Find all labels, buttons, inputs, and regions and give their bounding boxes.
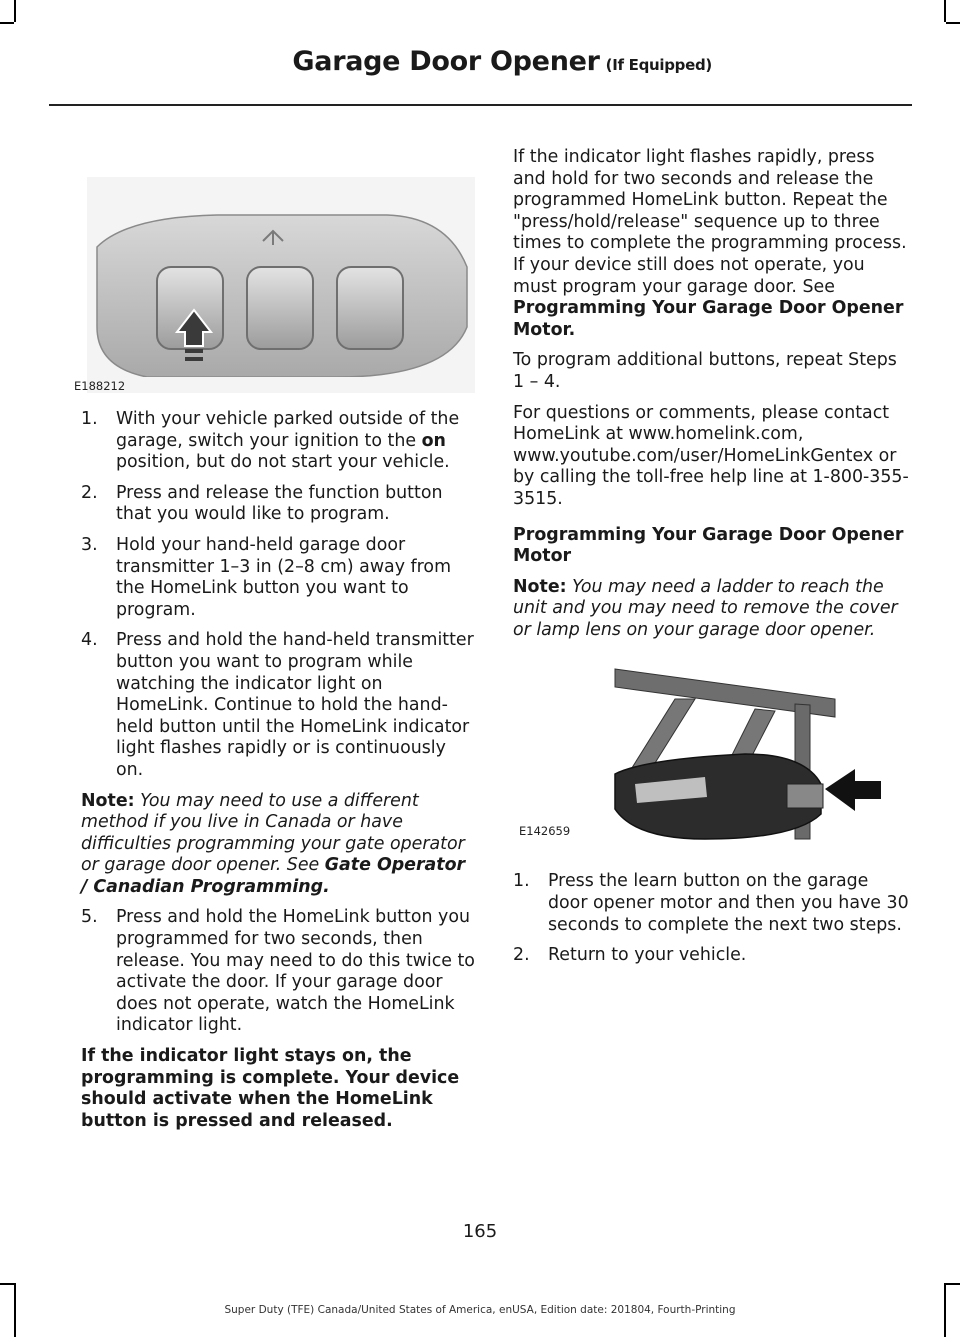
homelink-console-icon bbox=[87, 177, 475, 377]
cross-reference-link[interactable]: Gate Operator / Canadian Programming. bbox=[81, 855, 466, 897]
step-item bbox=[81, 483, 475, 526]
step-emphasis: on bbox=[421, 430, 446, 451]
figure-code: E188212 bbox=[74, 379, 126, 393]
crop-mark-bottom-right-h bbox=[946, 1283, 960, 1285]
page-title bbox=[292, 46, 712, 77]
step-item bbox=[81, 409, 475, 474]
crop-mark-top-right-v bbox=[944, 0, 946, 22]
step-number: 2. bbox=[513, 945, 530, 966]
garage-motor-figure bbox=[519, 659, 903, 849]
steps-list-left-cont bbox=[81, 907, 475, 1037]
step-number: 1. bbox=[81, 409, 98, 429]
step-text: position, but do not start your vehicle. bbox=[116, 452, 450, 473]
step-item bbox=[513, 871, 909, 936]
garage-motor-icon bbox=[525, 659, 903, 849]
section-heading: Programming Your Garage Door Opener Motor bbox=[513, 524, 904, 567]
crop-mark-top-right-h bbox=[946, 22, 960, 24]
step-text: Return to your vehicle. bbox=[548, 945, 747, 966]
additional-buttons-paragraph: To program additional buttons, repeat Steps 1 – 4. bbox=[513, 350, 897, 392]
footer-edition-info: Super Duty (TFE) Canada/United States of America, enUSA, Edition date: 201804, Fourth-Printing bbox=[224, 1304, 736, 1316]
note-ladder bbox=[513, 577, 909, 642]
note-text: You may need to use a different method if you live in Canada or have difficulties programming your gate operator or garage door opener. See bbox=[81, 790, 465, 876]
step-item bbox=[513, 945, 909, 967]
step-number: 5. bbox=[81, 907, 98, 928]
step-text: With your vehicle parked outside of the garage, switch your ignition to the bbox=[116, 409, 460, 451]
page-number: 165 bbox=[462, 1221, 498, 1242]
left-column bbox=[74, 140, 475, 1141]
step-text: Press and hold the HomeLink button you programmed for two seconds, then release. You may need to do this twice to activate the door. If your garage door does not operate, watch the HomeLink indicator light. bbox=[116, 907, 475, 1036]
step-number: 2. bbox=[81, 482, 98, 503]
figure-code: E142659 bbox=[519, 824, 571, 839]
contact-paragraph: For questions or comments, please contact HomeLink at www.homelink.com, www.youtube.com/user/HomeLinkGentex or by calling the toll-free help line at 1-800-355-3515. bbox=[513, 402, 909, 509]
step-text: Press and release the function button that you would like to program. bbox=[116, 482, 443, 525]
note-label: Note: bbox=[513, 576, 567, 597]
step-text: Hold your hand-held garage door transmitter 1–3 in (2–8 cm) away from the HomeLink button you want to program. bbox=[116, 534, 452, 620]
note-label: Note: bbox=[81, 790, 135, 811]
steps-list-right bbox=[513, 871, 909, 966]
step-text: Press the learn button on the garage door opener motor and then you have 30 seconds to complete the next two steps. bbox=[548, 871, 909, 935]
header-rule bbox=[49, 104, 912, 106]
note-text: You may need a ladder to reach the unit and you may need to remove the cover or lamp lens on your garage door opener. bbox=[513, 576, 898, 640]
programming-complete-paragraph: If the indicator light stays on, the programming is complete. Your device should activate when the HomeLink button is pressed and released. bbox=[81, 1046, 460, 1131]
step-number: 4. bbox=[81, 630, 98, 651]
note-gate-operator bbox=[81, 791, 475, 899]
crop-mark-bottom-left-h bbox=[0, 1283, 14, 1285]
step-number: 1. bbox=[513, 871, 530, 892]
page-title-main: Garage Door Opener bbox=[292, 46, 600, 77]
crop-mark-top-left-h bbox=[0, 22, 14, 24]
homelink-figure bbox=[74, 177, 475, 393]
step-text: Press and hold the hand-held transmitter button you want to program while watching the indicator light on HomeLink. Continue to hold the hand-held button until the HomeLink indicator light flashes rapidly or is continuously on. bbox=[116, 630, 474, 780]
right-column bbox=[513, 147, 909, 976]
step-item bbox=[81, 630, 475, 781]
cross-reference-link[interactable]: Programming Your Garage Door Opener Motor. bbox=[513, 298, 904, 340]
step-item bbox=[81, 535, 475, 621]
paragraph-text: If the indicator light flashes rapidly, press and hold for two seconds and release the programmed HomeLink button. Repeat the "press/hold/release" sequence up to three times to complete the programming process. If your device still does not operate, you must program your garage door. See bbox=[513, 147, 907, 297]
page-title-suffix: (If Equipped) bbox=[605, 56, 712, 74]
steps-list-left bbox=[81, 409, 475, 782]
step-item bbox=[81, 907, 475, 1037]
crop-mark-top-left-v bbox=[14, 0, 16, 22]
flashing-indicator-paragraph bbox=[513, 147, 909, 341]
step-number: 3. bbox=[81, 534, 98, 555]
